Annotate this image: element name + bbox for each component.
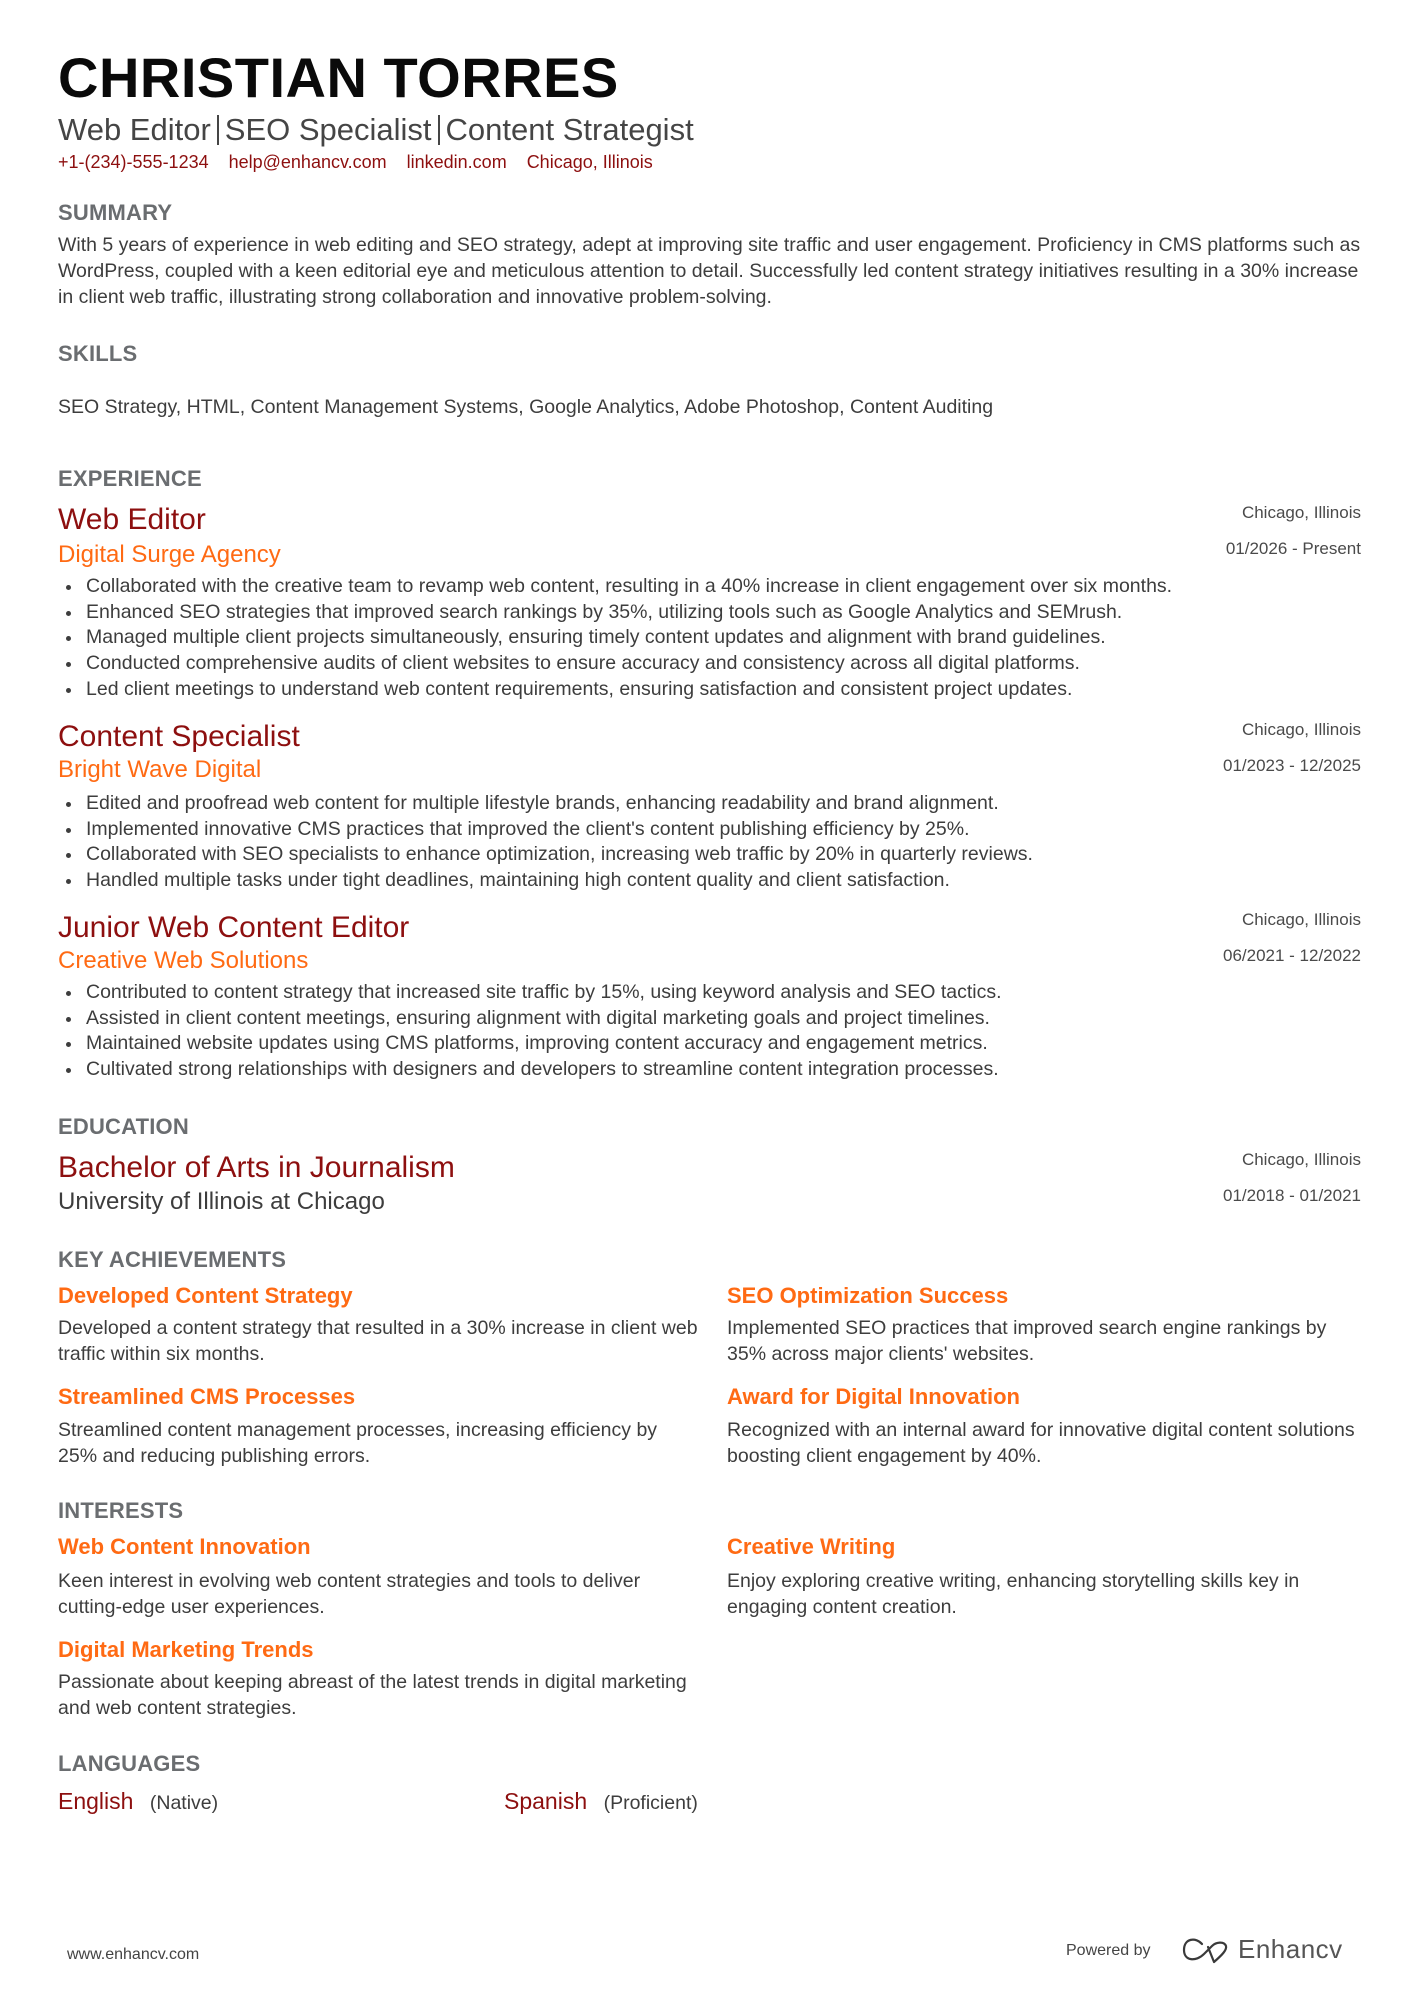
job-bullet: Edited and proofread web content for multiple lifestyle brands, enhancing readability and brand alignment. xyxy=(58,791,1378,817)
summary-text: With 5 years of experience in web editing and SEO strategy, adept at improving site traffic and user engagement. Proficiency in CMS platforms such as WordPress, coupled with a keen editorial eye and meticulous attention to detail. Successfully led content strategy initiatives resulting in a 30% increase in client web traffic, illustrating strong collaboration and innovative problem-solving. xyxy=(58,234,1361,308)
job-bullets xyxy=(58,980,1378,1083)
job-bullet: Assisted in client content meetings, ensuring alignment with digital marketing goals and project timelines. xyxy=(58,1006,1378,1032)
job-dates: 01/2023 - 12/2025 xyxy=(1222,756,1361,775)
language-name: English xyxy=(58,1788,134,1814)
language-level: (Native) xyxy=(149,1792,219,1814)
candidate-title xyxy=(58,112,694,148)
language-level: (Proficient) xyxy=(603,1792,698,1814)
achievement-desc: Streamlined content management processes, increasing efficiency by 25% and reducing publishing errors. xyxy=(58,1419,658,1467)
phone-link[interactable]: +1-(234)-555-1234 xyxy=(58,152,209,172)
interest-title: Digital Marketing Trends xyxy=(58,1637,314,1662)
section-heading-summary: SUMMARY xyxy=(58,200,173,225)
job-location: Chicago, Illinois xyxy=(1241,720,1361,739)
achievement-title: Award for Digital Innovation xyxy=(727,1384,1020,1409)
interest-desc: Enjoy exploring creative writing, enhancing storytelling skills key in engaging content creation. xyxy=(727,1570,1300,1618)
job-bullet: Managed multiple client projects simultaneously, ensuring timely content updates and alignment with brand guidelines. xyxy=(58,625,1378,651)
enhancv-logo-icon xyxy=(1180,1935,1232,1965)
job-bullet: Contributed to content strategy that increased site traffic by 15%, using keyword analysis and SEO tactics. xyxy=(58,980,1378,1006)
email-link[interactable]: help@enhancv.com xyxy=(228,152,387,172)
candidate-name: CHRISTIAN TORRES xyxy=(58,46,619,109)
job-bullet: Implemented innovative CMS practices that improved the client's content publishing efficiency by 25%. xyxy=(58,817,1378,843)
job-bullet: Cultivated strong relationships with designers and developers to streamline content integration processes. xyxy=(58,1057,1378,1083)
title-content-strategist: Content Strategist xyxy=(445,112,694,147)
job-title: Content Specialist xyxy=(58,720,300,753)
achievement-title: Streamlined CMS Processes xyxy=(58,1384,356,1409)
section-heading-skills: SKILLS xyxy=(58,341,138,366)
achievement-title: SEO Optimization Success xyxy=(727,1283,1009,1308)
section-heading-languages: LANGUAGES xyxy=(58,1751,201,1776)
footer-website-link[interactable]: www.enhancv.com xyxy=(67,1946,200,1963)
section-heading-experience: EXPERIENCE xyxy=(58,466,202,491)
section-heading-interests: INTERESTS xyxy=(58,1498,184,1523)
section-heading-key-achievements: KEY ACHIEVEMENTS xyxy=(58,1247,287,1272)
achievement-desc: Recognized with an internal award for innovative digital content solutions boosting client engagement by 40%. xyxy=(727,1419,1355,1467)
job-company: Creative Web Solutions xyxy=(58,947,309,974)
job-bullet: Led client meetings to understand web content requirements, ensuring satisfaction and consistent project updates. xyxy=(58,677,1378,703)
job-bullet: Enhanced SEO strategies that improved search rankings by 35%, utilizing tools such as Google Analytics and SEMrush. xyxy=(58,600,1378,626)
title-seo-specialist: SEO Specialist xyxy=(224,112,432,147)
education-location: Chicago, Illinois xyxy=(1241,1150,1361,1169)
education-dates: 01/2018 - 01/2021 xyxy=(1222,1186,1361,1205)
interest-desc: Passionate about keeping abreast of the latest trends in digital marketing and web content strategies. xyxy=(58,1671,687,1719)
interest-title: Creative Writing xyxy=(727,1534,896,1559)
achievement-desc: Implemented SEO practices that improved search engine rankings by 35% across major clients' websites. xyxy=(727,1317,1327,1365)
job-title: Junior Web Content Editor xyxy=(58,911,410,944)
job-company: Digital Surge Agency xyxy=(58,541,281,568)
linkedin-link[interactable]: linkedin.com xyxy=(406,152,507,172)
title-web-editor: Web Editor xyxy=(58,112,211,147)
job-bullet: Maintained website updates using CMS platforms, improving content accuracy and engagement metrics. xyxy=(58,1031,1378,1057)
language-item xyxy=(58,1788,218,1816)
enhancv-brand-name[interactable]: Enhancv xyxy=(1238,1934,1343,1964)
job-title: Web Editor xyxy=(58,503,206,536)
language-item xyxy=(504,1788,698,1816)
title-separator xyxy=(438,115,440,145)
job-bullets xyxy=(58,574,1378,703)
title-separator xyxy=(217,115,219,145)
interest-title: Web Content Innovation xyxy=(58,1534,311,1559)
job-dates: 06/2021 - 12/2022 xyxy=(1222,946,1361,965)
powered-by-label: Powered by xyxy=(1066,1942,1151,1959)
achievement-desc: Developed a content strategy that resulted in a 30% increase in client web traffic within six months. xyxy=(58,1317,698,1365)
education-degree: Bachelor of Arts in Journalism xyxy=(58,1151,455,1184)
interest-desc: Keen interest in evolving web content strategies and tools to deliver cutting-edge user experiences. xyxy=(58,1570,641,1618)
achievement-title: Developed Content Strategy xyxy=(58,1283,353,1308)
job-location: Chicago, Illinois xyxy=(1241,910,1361,929)
job-bullet: Handled multiple tasks under tight deadlines, maintaining high content quality and client satisfaction. xyxy=(58,868,1378,894)
job-company: Bright Wave Digital xyxy=(58,756,262,783)
education-school: University of Illinois at Chicago xyxy=(58,1188,385,1215)
skills-text: SEO Strategy, HTML, Content Management Systems, Google Analytics, Adobe Photoshop, Content Auditing xyxy=(58,396,994,418)
job-dates: 01/2026 - Present xyxy=(1225,539,1361,558)
section-heading-education: EDUCATION xyxy=(58,1114,189,1139)
job-location: Chicago, Illinois xyxy=(1241,503,1361,522)
job-bullet: Conducted comprehensive audits of client websites to ensure accuracy and consistency across all digital platforms. xyxy=(58,651,1378,677)
job-bullets xyxy=(58,791,1378,894)
job-bullet: Collaborated with the creative team to revamp web content, resulting in a 40% increase in client engagement over six months. xyxy=(58,574,1378,600)
location-text: Chicago, Illinois xyxy=(526,152,653,172)
language-name: Spanish xyxy=(504,1788,588,1814)
job-bullet: Collaborated with SEO specialists to enhance optimization, increasing web traffic by 20% in quarterly reviews. xyxy=(58,842,1378,868)
contact-info xyxy=(58,151,673,173)
